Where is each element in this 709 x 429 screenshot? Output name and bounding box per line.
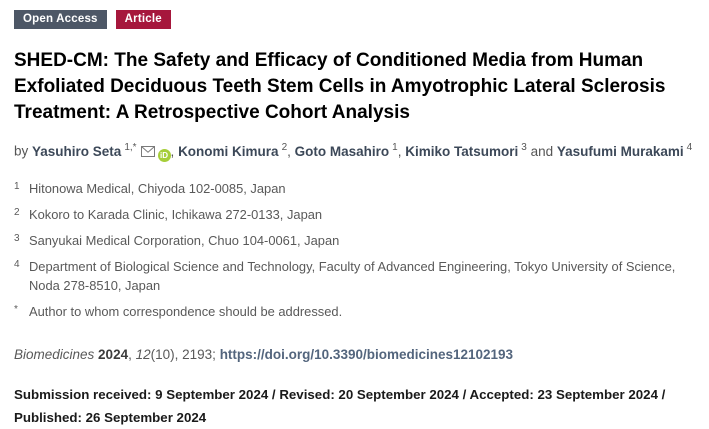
author-line bbox=[14, 138, 695, 162]
correspondence-note: Author to whom correspondence should be addressed. bbox=[29, 303, 343, 319]
affiliation-text: Hitonowa Medical, Chiyoda 102-0085, Japan bbox=[29, 180, 286, 196]
citation-line bbox=[14, 347, 695, 362]
author-separator: , bbox=[170, 143, 179, 159]
citation-volume: 12 bbox=[135, 346, 151, 362]
affiliation-marker: 2 bbox=[14, 206, 20, 218]
submission-dates: Submission received: 9 September 2024 / Revised: 20 September 2024 / Accepted: 23 September 2024 / Published: 26 September 2024 bbox=[14, 386, 666, 425]
author-separator: , bbox=[397, 143, 406, 159]
author bbox=[557, 144, 692, 159]
author-name-link[interactable]: Yasuhiro Seta bbox=[32, 143, 122, 159]
affiliation-item bbox=[14, 179, 695, 198]
affiliation-text: Department of Biological Science and Technology, Faculty of Advanced Engineering, Tokyo University of Science, Noda 278-8510, Japan bbox=[29, 258, 676, 293]
author bbox=[295, 144, 406, 159]
affiliation-marker: 1 bbox=[14, 180, 20, 192]
author-name-link[interactable]: Goto Masahiro bbox=[294, 143, 390, 159]
author-separator: , bbox=[287, 143, 295, 159]
author-affiliation-sup: 1 bbox=[392, 142, 398, 153]
article-type-badge: Article bbox=[116, 10, 171, 29]
by-label: by bbox=[14, 143, 33, 159]
affiliation-item bbox=[14, 257, 695, 295]
author-affiliation-sup: 3 bbox=[521, 142, 527, 153]
author bbox=[178, 144, 295, 159]
author-affiliation-sup: 4 bbox=[686, 142, 693, 153]
author-name-link[interactable]: Yasufumi Murakami bbox=[556, 143, 684, 159]
author-affiliation-sup: 2 bbox=[281, 142, 288, 153]
affiliation-text: Sanyukai Medical Corporation, Chuo 104-0061, Japan bbox=[29, 232, 340, 248]
affiliation-marker: 3 bbox=[14, 232, 20, 244]
citation-issue-pages: (10), 2193; bbox=[150, 346, 220, 362]
affiliation-item bbox=[14, 205, 695, 224]
author bbox=[405, 144, 557, 159]
affiliation-text: Kokoro to Karada Clinic, Ichikawa 272-0133, Japan bbox=[29, 206, 323, 222]
author-affiliation-sup: 1,* bbox=[124, 142, 137, 153]
article-title: SHED-CM: The Safety and Efficacy of Conditioned Media from Human Exfoliated Deciduous Teeth Stem Cells in Amyotrophic Lateral Sclerosis Treatment: A Retrospective Cohort Analysis bbox=[14, 50, 666, 123]
affiliation-marker: 4 bbox=[14, 258, 20, 270]
author-separator: and bbox=[526, 143, 557, 159]
affiliation-item bbox=[14, 231, 695, 250]
author-name-link[interactable]: Konomi Kimura bbox=[178, 143, 279, 159]
affiliation-item bbox=[14, 302, 695, 321]
citation-separator: , bbox=[128, 346, 136, 362]
badge-row bbox=[14, 10, 695, 29]
orcid-icon[interactable]: iD bbox=[158, 149, 171, 162]
author bbox=[32, 144, 178, 159]
citation-year: 2024 bbox=[98, 346, 129, 362]
affiliation-marker: * bbox=[14, 303, 18, 315]
doi-link[interactable]: https://doi.org/10.3390/biomedicines12102193 bbox=[219, 346, 514, 362]
journal-name: Biomedicines bbox=[14, 346, 99, 362]
email-icon[interactable] bbox=[141, 144, 155, 159]
author-name-link[interactable]: Kimiko Tatsumori bbox=[405, 143, 519, 159]
open-access-badge: Open Access bbox=[14, 10, 107, 29]
affiliation-list bbox=[14, 179, 695, 321]
